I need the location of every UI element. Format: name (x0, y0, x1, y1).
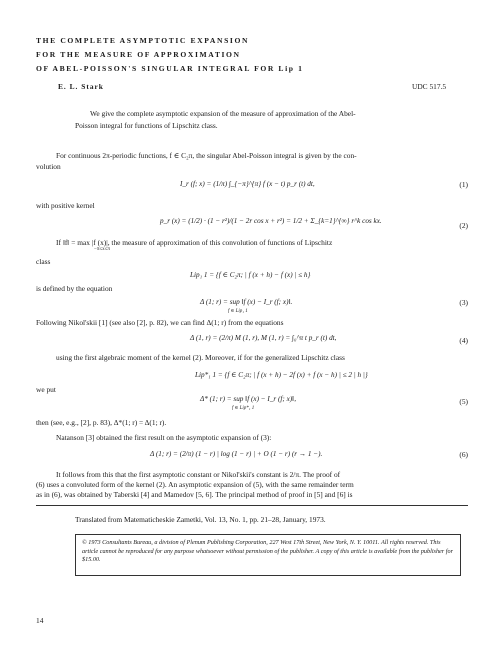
equation-number-6: (6) (459, 450, 468, 459)
paragraph-3-class: class (36, 257, 51, 266)
paragraph-8: then (see, e.g., [2], p. 83), Δ*(1; r) = Δ(1; r). (36, 418, 167, 427)
paragraph-1-line-1: For continuous 2π-periodic functions, f ∈ C₂π, the singular Abel-Poisson integral is given by the con- (56, 151, 357, 160)
equation-2: p_r (x) = (1/2) · (1 − r²)/(1 − 2r cos x + r²) = 1/2 + Σ_{k=1}^{∞} r^k cos kx. (160, 217, 382, 225)
equation-3-subscript: f ∈ Lip₁ 1 (228, 309, 248, 314)
paragraph-3-subscript: −π≤x≤π (94, 247, 110, 252)
title-line-2: FOR THE MEASURE OF APPROXIMATION (36, 50, 241, 59)
equation-number-2: (2) (459, 221, 468, 230)
copyright-text: © 1973 Consultants Bureau, a division of Plenum Publishing Corporation, 227 West 17th Street, New York, N. Y. 10011. All rights reserved. This article cannot be reproduced for any purpose whatsoever without permission of the publisher. A copy of this article is available from the publisher for $15.00. (82, 539, 453, 564)
paragraph-10-line-2: (6) uses a convoluted form of the kernel (2). An asymptotic expansion of (5), with the same remainder term (36, 480, 354, 489)
abstract-line-2: Poisson integral for functions of Lipschitz class. (75, 121, 218, 130)
translation-note: Translated from Matematicheskie Zametki, Vol. 13, No. 1, pp. 21–28, January, 1973. (75, 515, 326, 524)
paragraph-10-line-3: as in (6), was obtained by Taberski [4] and Mamedov [5, 6]. The principal method of proof in [5] and [6] is (36, 490, 353, 499)
author: E. L. Stark (58, 82, 104, 91)
equation-number-3: (3) (459, 298, 468, 307)
title-line-1: THE COMPLETE ASYMPTOTIC EXPANSION (36, 36, 250, 45)
equation-number-4: (4) (459, 336, 468, 345)
paragraph-5: Following Nikol'skii [1] (see also [2], p. 82), we can find Δ(1; r) from the equations (36, 318, 284, 327)
paragraph-6: using the first algebraic moment of the kernel (2). Moreover, if for the generalized Lipschitz class (56, 353, 345, 362)
paragraph-1-line-2: volution (36, 162, 61, 171)
equation-5-subscript: f ∈ Lip*₁ 1 (232, 406, 255, 411)
copyright-box (75, 534, 461, 576)
equation-6: Δ (1; r) = (2/π) (1 − r) | log (1 − r) | + O (1 − r) (r → 1 −). (150, 450, 323, 458)
paragraph-10-line-1: It follows from this that the first asymptotic constant or Nikol'skii's constant is 2/π. The proof of (56, 470, 341, 479)
divider-rule (36, 505, 468, 506)
equation-1: I_r (f; x) = (1/π) ∫_{−π}^{π} f (x − t) p_r (t) dt, (180, 180, 315, 188)
abstract-line-1: We give the complete asymptotic expansion of the measure of approximation of the Abel- (90, 109, 356, 118)
equation-number-1: (1) (459, 180, 468, 189)
paragraph-4: is defined by the equation (36, 284, 113, 293)
equation-4: Δ (1, r) = (2/π) M (1, r), M (1, r) = ∫₀^π t p_r (t) dt, (190, 334, 337, 342)
paragraph-9: Natanson [3] obtained the first result on the asymptotic expansion of (3): (56, 433, 272, 442)
equation-lip: Lip₁ 1 = {f ∈ C₂π; | f (x + h) − f (x) | ≤ h} (190, 271, 311, 279)
title-line-3: OF ABEL-POISSON'S SINGULAR INTEGRAL FOR Lip 1 (36, 64, 304, 73)
equation-5: Δ* (1; r) = sup ‖f (x) − I_r (f; x)‖, (200, 395, 296, 403)
paragraph-7: we put (36, 385, 56, 394)
equation-number-5: (5) (459, 397, 468, 406)
paragraph-3: If ‖f‖ = max |f (x)|, the measure of approximation of this convolution of functions of Lipschitz (56, 238, 333, 247)
paragraph-2: with positive kernel (36, 201, 95, 210)
equation-lip-star: Lip*₁ 1 = {f ∈ C₂π; | f (x + h) − 2f (x) + f (x − h) | ≤ 2 | h |} (195, 371, 368, 379)
udc-code: UDC 517.5 (412, 82, 447, 91)
equation-3: Δ (1; r) = sup ‖f (x) − I_r (f; x)‖. (200, 298, 293, 306)
page-number: 14 (36, 616, 44, 625)
